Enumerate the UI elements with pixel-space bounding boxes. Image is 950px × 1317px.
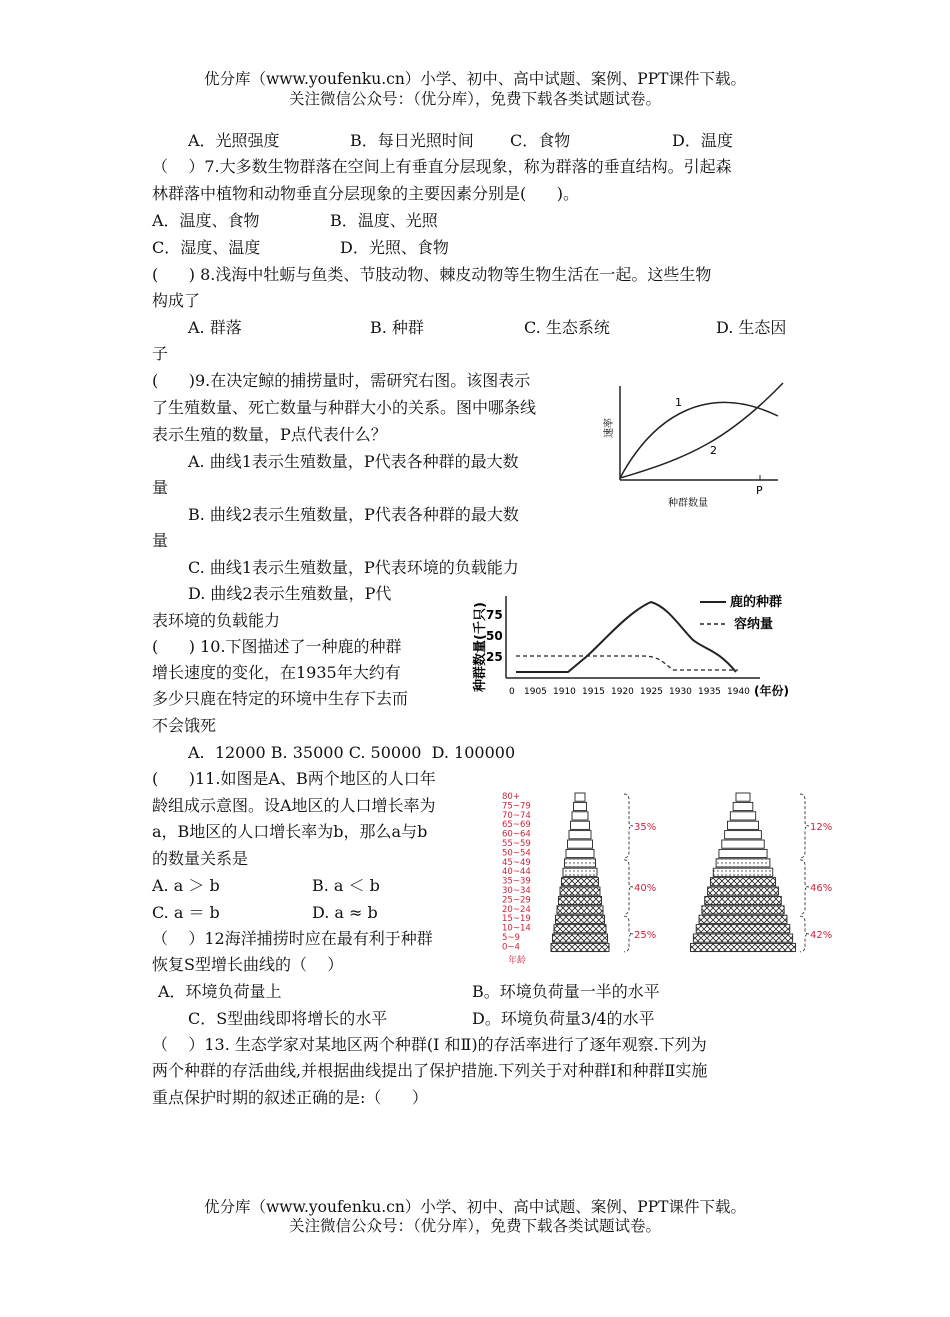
q9-option-a: A. 曲线1表示生殖数量，P代表各种群的最大数 [188,452,519,471]
pyramid-a-bar [569,831,591,839]
pyramid-b-bar [705,896,782,904]
q11-option-b: B. a ＜ b [312,876,380,895]
q10-stem-3: 多少只鹿在特定的环境中生存下去而 [152,689,409,708]
fig3-age-label: 75~79 [502,801,531,812]
q9-option-b-cont: 量 [152,531,169,550]
fig3-a-pct: 35% [634,821,657,833]
pyramid-a-bar [560,887,600,895]
pyramid-a-bar [572,812,588,820]
pyramid-b-bar [691,943,796,951]
fig3-age-label: 40~44 [502,867,531,878]
fig3-b-pct: 46% [810,883,833,894]
fig3-a-brace [624,916,633,952]
fig2-y-tick: 25 [486,650,503,664]
fig3-a-pct: 40% [634,883,657,894]
fig2-x-tick: 1925 [640,687,663,697]
footer-line-1: 优分库（www.youfenku.cn）小学、初中、高中试题、案例、PPT课件下载。 [203,1198,747,1216]
q9-figure [600,378,790,513]
pyramid-b-bar [727,821,758,829]
q8-option-d: D. 生态因 [716,318,787,337]
pyramid-a-bar [554,925,606,933]
pyramid-a-bar [566,849,594,857]
q11-figure [500,785,845,970]
q9-option-a-cont: 量 [152,478,169,497]
fig2-y-label: 种群数量(千只) [473,602,488,692]
fig3-a-pct: 25% [634,930,657,941]
pyramid-a-bar [571,821,590,829]
fig3-b-pct: 12% [810,821,833,833]
fig2-x-tick: 1940 [727,687,750,697]
fig3-age-label: 10~14 [502,923,531,934]
fig3-age-label: 55~59 [502,839,531,849]
fig2-y-tick: 75 [486,608,503,622]
fig1-curve-1 [620,402,778,478]
q13-stem-2: 两个种群的存活曲线,并根据曲线提出了保护措施.下列关于对种群Ⅰ和种群Ⅱ实施 [152,1061,708,1080]
q12-option-a: A．环境负荷量上 [158,982,282,1001]
pyramid-a-bar [556,915,605,923]
q8-option-c: C. 生态系统 [524,318,610,337]
fig3-age-label: 50~54 [502,848,531,859]
q9-option-d: D. 曲线2表示生殖数量，P代 [188,584,392,603]
q10-stem-2: 增长速度的变化，在1935年大约有 [152,663,401,682]
pyramid-b-bar [719,849,767,857]
pyramid-a-bar [563,868,597,876]
q13-stem-1: （ ）13. 生态学家对某地区两个种群(Ⅰ 和Ⅱ)的存活率进行了逐年观察.下列为 [152,1035,707,1054]
header-line-2: 关注微信公众号：（优分库），免费下载各类试题试卷。 [288,90,661,108]
fig1-y-label: 速率 [604,418,615,438]
fig3-b-brace [800,916,809,952]
fig3-age-label: 5~9 [502,933,520,943]
q6-option-c: C．食物 [510,131,571,150]
fig1-p-label: P [756,484,763,497]
fig3-age-label: 15~19 [502,914,531,925]
q11-stem-1: ( )11.如图是A、B两个地区的人口年 [152,769,436,788]
pyramid-b-bar [716,859,770,867]
q7-stem-1: （ ）7.大多数生物群落在空间上有垂直分层现象，称为群落的垂直结构。引起森 [152,157,732,176]
q7-stem-2: 林群落中植物和动物垂直分层现象的主要因素分别是( )。 [152,184,580,203]
q6-option-d: D．温度 [672,131,733,150]
fig3-age-label: 60~64 [502,829,531,840]
q11-stem-3: a，B地区的人口增长率为b，那么a与b [152,822,428,841]
q9-option-d-cont: 表环境的负载能力 [152,611,281,630]
q10-stem-1: ( ) 10.下图描述了一种鹿的种群 [152,637,402,656]
fig3-age-label: 35~39 [502,876,531,887]
pyramid-a-bar [574,802,587,810]
q8-option-b: B. 种群 [370,318,424,337]
pyramid-a-bar [557,906,603,914]
pyramid-b-bar [702,906,784,914]
pyramid-a-bar [565,859,596,867]
q10-options: A. 12000 B. 35000 C. 50000 D. 100000 [188,743,516,762]
fig2-population-line [516,602,736,672]
q11-stem-2: 龄组成示意图。设A地区的人口增长率为 [152,796,436,815]
pyramid-b-bar [736,793,750,801]
fig1-x-label: 种群数量 [668,498,708,509]
q8-stem-1: ( ) 8.浅海中牡蛎与鱼类、节肢动物、棘皮动物等生物生活在一起。这些生物 [152,265,712,284]
pyramid-a-bar [553,934,608,942]
q11-option-c: C. a ＝ b [152,903,220,922]
q12-stem-2: 恢复S型增长曲线的（ ） [152,955,344,974]
fig2-x-tick: 1915 [582,687,605,697]
fig3-age-axis: 年龄 [508,955,527,966]
fig3-age-label: 45~49 [502,857,531,868]
pyramid-a-bar [562,878,599,886]
fig2-x-tick: 1920 [611,687,634,697]
footer-line-2: 关注微信公众号：（优分库），免费下载各类试题试卷。 [288,1217,661,1235]
q8-option-d-cont: 子 [152,344,169,363]
fig2-legend-pop: 鹿的种群 [730,595,783,610]
q13-stem-3: 重点保护时期的叙述正确的是:（ ） [152,1088,428,1107]
q11-option-d: D. a ≈ b [312,903,378,922]
fig3-age-label: 30~34 [502,886,531,896]
pyramid-b-bar [696,925,790,933]
fig2-x-tick: 1910 [553,687,576,697]
fig3-age-label: 65~69 [502,820,531,831]
q9-stem-3: 表示生殖的数量，P点代表什么？ [152,425,387,444]
pyramid-b-bar [730,812,755,820]
fig2-y-tick: 50 [486,629,503,643]
pyramid-a-bar [568,840,593,848]
fig3-b-brace [800,860,809,914]
fig2-legend-cap: 容纳量 [734,617,774,632]
q12-option-c: C．S型曲线即将增长的水平 [188,1009,388,1028]
fig1-curve-2 [620,383,783,478]
q12-stem-1: （ ）12海洋捕捞时应在最有利于种群 [152,929,433,948]
q7-option-c: C．湿度、温度 [152,238,261,257]
pyramid-b-bar [693,934,792,942]
pyramid-b-bar [699,915,787,923]
q11-stem-4: 的数量关系是 [152,849,249,868]
pyramid-b-bar [708,887,779,895]
header-line-1: 优分库（www.youfenku.cn）小学、初中、高中试题、案例、PPT课件下载。 [203,70,747,88]
fig2-x-tick: 1930 [669,687,692,697]
fig1-label-2: 2 [710,444,717,457]
fig3-age-label: 20~24 [502,904,531,915]
q7-option-d: D．光照、食物 [340,238,449,257]
fig2-x-tick: 1905 [524,687,547,697]
pyramid-b-bar [710,878,775,886]
fig3-b-brace [800,794,809,858]
pyramid-a-bar [575,793,585,801]
fig3-age-label: 25~29 [502,895,531,906]
pyramid-b-bar [733,802,753,810]
q10-stem-4: 不会饿死 [152,716,217,735]
q9-option-c: C. 曲线1表示生殖数量，P代表环境的负载能力 [188,558,519,577]
q8-option-a: A. 群落 [188,318,242,337]
pyramid-b-bar [713,868,773,876]
q9-stem-2: 了生殖数量、死亡数量与种群大小的关系。图中哪条线 [152,398,537,417]
q12-option-b: B。环境负荷量一半的水平 [472,982,660,1001]
q7-option-b: B．温度、光照 [330,211,438,230]
q7-option-a: A．温度、食物 [152,211,260,230]
q6-option-b: B．每日光照时间 [350,131,474,150]
fig3-age-label: 70~74 [502,810,531,821]
q10-figure [468,592,803,712]
fig3-a-brace [624,794,633,858]
q8-stem-2: 构成了 [152,291,201,310]
fig2-x-tick: 1935 [698,687,721,697]
fig3-age-label: 0~4 [502,942,520,953]
q9-stem-1: ( )9.在决定鲸的捕捞量时，需研究右图。该图表示 [152,371,531,390]
q12-option-d: D。环境负荷量3/4的水平 [472,1009,655,1028]
pyramid-b-bar [725,831,762,839]
q9-option-b: B. 曲线2表示生殖数量，P代表各种群的最大数 [188,505,519,524]
fig3-age-label: 80+ [502,792,520,802]
fig3-a-brace [624,860,633,914]
q11-option-a: A. a ＞ b [152,876,220,895]
fig2-x-tick: 0 [509,687,515,697]
fig2-x-unit: (年份) [754,684,789,698]
pyramid-b-bar [722,840,764,848]
fig2-capacity-line [516,656,738,670]
pyramid-a-bar [551,943,609,951]
pyramid-a-bar [559,896,602,904]
fig3-b-pct: 42% [810,930,833,941]
q6-option-a: A．光照强度 [188,131,280,150]
fig1-label-1: 1 [675,396,682,409]
